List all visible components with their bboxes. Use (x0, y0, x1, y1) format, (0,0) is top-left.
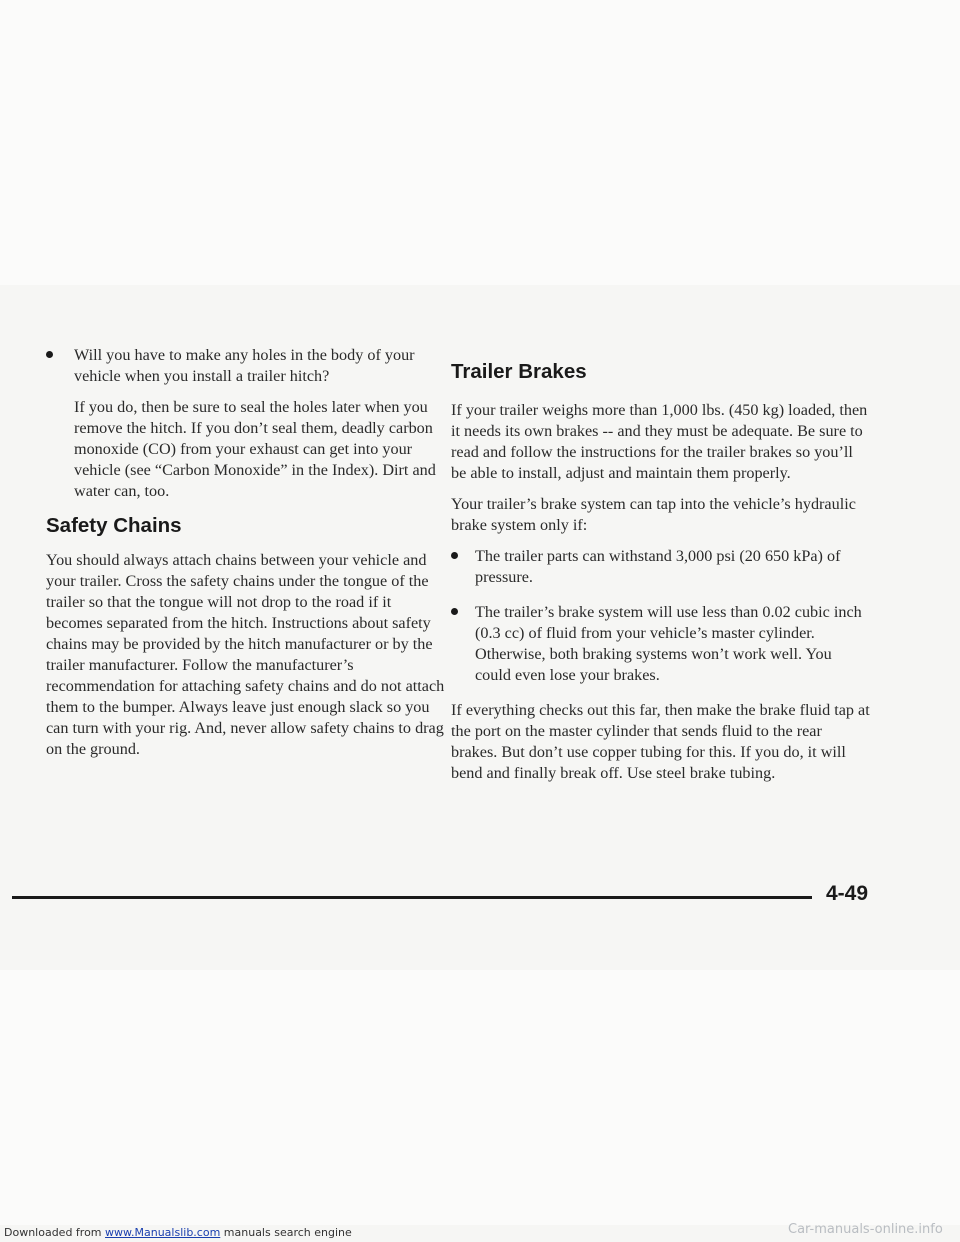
pressure-bullet-text: The trailer parts can withstand 3,000 psi (20 650 kPa) of pressure. (475, 547, 841, 586)
bullet-dot-icon (451, 552, 458, 559)
download-watermark (4, 1226, 352, 1239)
trailer-brakes-heading: Trailer Brakes (451, 360, 587, 383)
trailer-weight-paragraph: If your trailer weighs more than 1,000 lbs. (450 kg) loaded, then it needs its own brakes -- and they must be adequate. Be sure to read and follow the instructions for the trailer brakes so you’ll be able to install, adjust and maintain them properly. (451, 401, 868, 482)
fluid-bullet-text: The trailer’s brake system will use less than 0.02 cubic inch (0.3 cc) of fluid from your vehicle’s master cylinder. Otherwise, both braking systems won’t work well. You could even lose your brakes. (475, 603, 862, 684)
page-bottom-margin (0, 970, 960, 1225)
car-manuals-watermark: Car-manuals-online.info (788, 1222, 943, 1237)
right-column (451, 345, 871, 794)
watermark-suffix: manuals search engine (220, 1226, 352, 1239)
bullet-dot-icon (46, 351, 53, 358)
footer-rule (12, 896, 812, 899)
pressure-bullet (451, 546, 871, 588)
safety-chains-heading: Safety Chains (46, 514, 182, 537)
brake-tubing-paragraph: If everything checks out this far, then make the brake fluid tap at the port on the master cylinder that sends fluid to the rear brakes. But don’t use copper tubing for this. If you do, it will bend and finally break off. Use steel brake tubing. (451, 701, 870, 782)
page-top-margin (0, 0, 960, 285)
hitch-holes-bullet (46, 345, 446, 387)
page-number: 4-49 (826, 882, 869, 905)
fluid-bullet (451, 602, 871, 686)
seal-holes-paragraph: If you do, then be sure to seal the holes later when you remove the hitch. If you don’t seal them, deadly carbon monoxide (CO) from your exhaust can get into your vehicle (see “Carbon Monoxide” in the Index). Dirt and water can, too. (74, 398, 436, 500)
watermark-prefix: Downloaded from (4, 1226, 106, 1239)
bullet-dot-icon (451, 608, 458, 615)
left-column (46, 345, 446, 770)
hydraulic-system-paragraph: Your trailer’s brake system can tap into the vehicle’s hydraulic brake system only if: (451, 495, 856, 534)
hitch-holes-question: Will you have to make any holes in the body of your vehicle when you install a trailer hitch? (74, 346, 415, 385)
manualslib-link[interactable]: www.Manualslib.com (105, 1226, 221, 1239)
safety-chains-paragraph: You should always attach chains between your vehicle and your trailer. Cross the safety chains under the tongue of the trailer so that the tongue will not drop to the road if it becomes separated from the hitch. Instructions about safety chains may be provided by the hitch manufacturer or by the trailer manufacturer. Follow the manufacturer’s recommendation for attaching safety chains and do not attach them to the bumper. Always leave just enough slack so you can turn with your rig. And, never allow safety chains to drag on the ground. (46, 551, 445, 758)
